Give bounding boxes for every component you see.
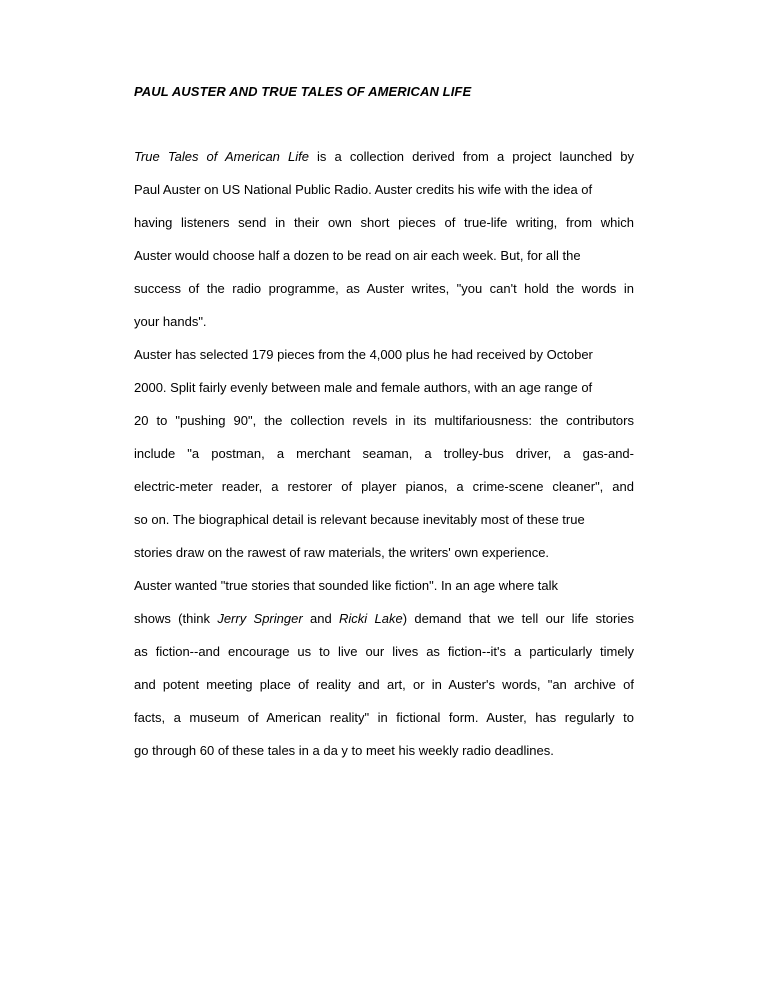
italic-text-segment: Ricki Lake bbox=[339, 611, 403, 626]
text-line bbox=[134, 342, 634, 375]
document-title: PAUL AUSTER AND TRUE TALES OF AMERICAN LIFE bbox=[134, 84, 472, 99]
text-line bbox=[134, 309, 634, 342]
text-segment: include "a postman, a merchant seaman, a trolley-bus driver, a gas-and- bbox=[134, 446, 634, 461]
text-segment: so on. The biographical detail is relevant because inevitably most of these true bbox=[134, 512, 585, 527]
text-segment: success of the radio programme, as Auster writes, "you can't hold the words in bbox=[134, 281, 634, 296]
text-segment: stories draw on the rawest of raw materials, the writers' own experience. bbox=[134, 545, 550, 560]
text-line bbox=[134, 606, 634, 639]
text-line bbox=[134, 639, 634, 672]
text-line bbox=[134, 738, 634, 771]
text-segment: as fiction--and encourage us to live our lives as fiction--it's a particularly timely bbox=[134, 644, 634, 659]
italic-text-segment: Jerry Springer bbox=[217, 611, 303, 626]
text-segment: 20 to "pushing 90", the collection revels in its multifariousness: the contributors bbox=[134, 413, 634, 428]
text-line bbox=[134, 705, 634, 738]
text-line bbox=[134, 276, 634, 309]
text-line bbox=[134, 441, 634, 474]
text-line bbox=[134, 243, 634, 276]
italic-text-segment: True Tales of American Life bbox=[134, 149, 309, 164]
text-line bbox=[134, 540, 634, 573]
text-segment: and bbox=[302, 611, 340, 626]
text-segment: facts, a museum of American reality" in fictional form. Auster, has regularly to bbox=[134, 710, 634, 725]
text-segment: having listeners send in their own short pieces of true-life writing, from which bbox=[134, 215, 634, 230]
text-line bbox=[134, 408, 634, 441]
text-line bbox=[134, 144, 634, 177]
document-body bbox=[134, 144, 634, 771]
text-line bbox=[134, 177, 634, 210]
text-line bbox=[134, 375, 634, 408]
text-line bbox=[134, 210, 634, 243]
text-line bbox=[134, 573, 634, 606]
text-segment: shows (think bbox=[134, 611, 218, 626]
text-segment: Auster has selected 179 pieces from the 4,000 plus he had received by October bbox=[134, 347, 593, 362]
text-segment: Auster would choose half a dozen to be read on air each week. But, for all the bbox=[134, 248, 581, 263]
text-segment: is a collection derived from a project launched by bbox=[308, 149, 634, 164]
text-line bbox=[134, 672, 634, 705]
text-segment: and potent meeting place of reality and art, or in Auster's words, "an archive of bbox=[134, 677, 634, 692]
text-segment: electric-meter reader, a restorer of player pianos, a crime-scene cleaner", and bbox=[134, 479, 634, 494]
text-segment: Paul Auster on US National Public Radio. Auster credits his wife with the idea of bbox=[134, 182, 593, 197]
text-segment: your hands". bbox=[134, 314, 207, 329]
text-line bbox=[134, 507, 634, 540]
text-segment: ) demand that we tell our life stories bbox=[402, 611, 634, 626]
text-segment: 2000. Split fairly evenly between male and female authors, with an age range of bbox=[134, 380, 593, 395]
text-segment: Auster wanted "true stories that sounded like fiction". In an age where talk bbox=[134, 578, 559, 593]
text-segment: go through 60 of these tales in a da y to meet his weekly radio deadlines. bbox=[134, 743, 554, 758]
text-line bbox=[134, 474, 634, 507]
